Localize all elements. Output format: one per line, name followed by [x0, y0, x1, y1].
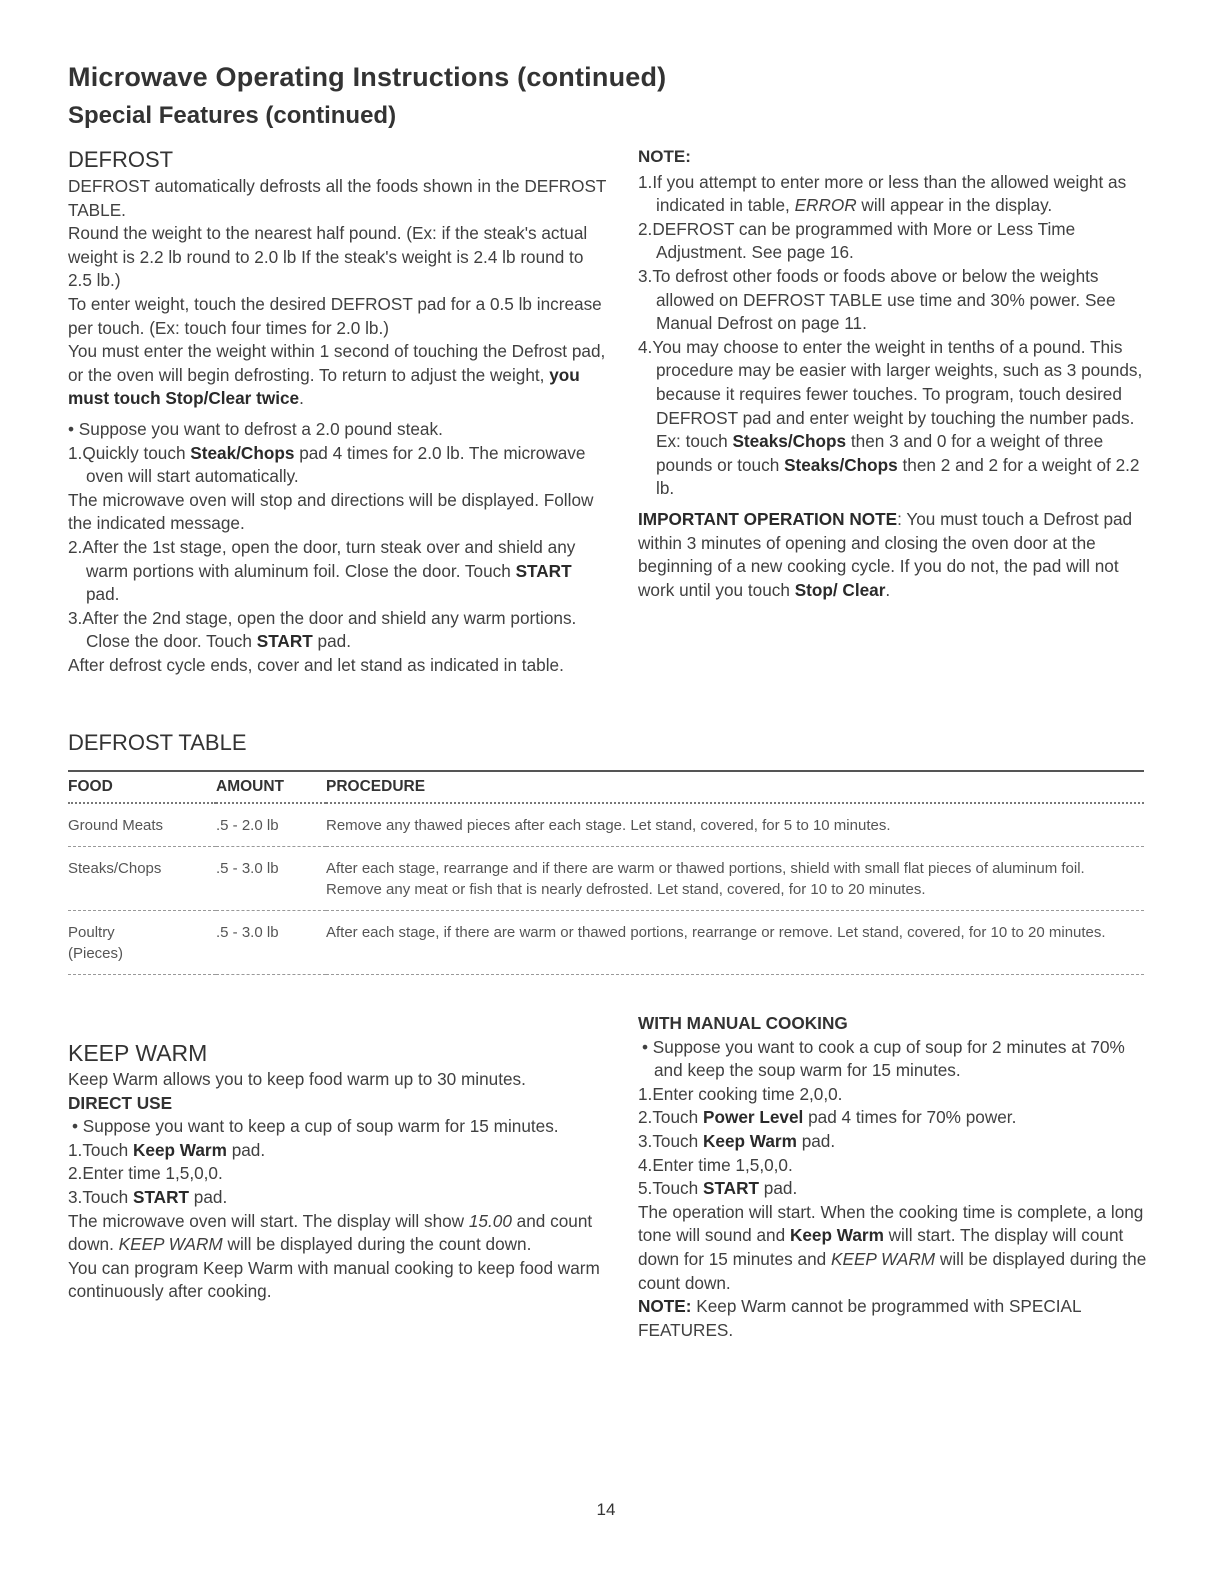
manual-step-3-c: pad.	[801, 1130, 836, 1151]
defrost-heading: DEFROST	[68, 147, 174, 172]
row-food-sub: (Pieces)	[68, 945, 124, 962]
row-amount: .5 - 3.0 lb	[216, 847, 326, 911]
keep-warm-step-1-b: Keep Warm	[132, 1139, 227, 1160]
manual-step-5-c: pad.	[763, 1178, 798, 1199]
defrost-table	[68, 770, 1144, 975]
note-section	[638, 145, 1148, 602]
row-food	[68, 911, 216, 975]
table-row	[68, 911, 1144, 975]
important-note-stop-clear: Stop/ Clear	[794, 579, 886, 600]
defrost-stand-time: After defrost cycle ends, cover and let stand as indicated in table.	[68, 654, 564, 675]
row-food: Steaks/Chops	[68, 847, 216, 911]
note-2: 2.DEFROST can be programmed with More or Less Time Adjustment. See page 16.	[638, 218, 1076, 263]
defrost-step-1-c: pad 4 times for 2.0 lb. The microwave oven will start automatically.	[86, 442, 586, 487]
important-note-text: : You must touch a Defrost pad within 3 minutes of opening and closing the oven door at the beginning of a new cooking cycle. If you do not, the pad will not work until you touch	[638, 508, 1133, 600]
keep-warm-display-e: will be displayed during the count down.	[227, 1234, 532, 1255]
manual-step-3	[638, 1130, 1148, 1154]
defrost-example-bullet: • Suppose you want to defrost a 2.0 pound steak.	[68, 418, 443, 439]
manual-op-b: Keep Warm	[789, 1225, 884, 1246]
note-4-b: Steaks/Chops	[732, 431, 847, 452]
keep-warm-step-3	[68, 1186, 613, 1210]
keep-warm-display-a: The microwave oven will start. The display will show	[68, 1210, 465, 1231]
keep-warm-display-d: KEEP WARM	[118, 1234, 223, 1255]
page-number: 14	[596, 1500, 616, 1519]
table-header-row	[68, 771, 1144, 803]
manual-op-d: KEEP WARM	[831, 1248, 936, 1269]
defrost-stop-clear-note: you must touch Stop/Clear twice	[68, 364, 580, 409]
keep-warm-manual-info: You can program Keep Warm with manual cooking to keep food warm continuously after cooking.	[68, 1257, 600, 1302]
manual-step-5-b: START	[702, 1178, 759, 1199]
defrost-step-3-c: pad.	[317, 631, 351, 652]
manual-step-2-a: 2.Touch	[638, 1107, 699, 1128]
keep-warm-example-bullet: • Suppose you want to keep a cup of soup warm for 15 minutes.	[72, 1116, 559, 1137]
note-4-a: 4.You may choose to enter the weight in tenths of a pound. This procedure may be easier with larger weights, such as 3 pounds, because it requires fewer touches. To program, touch desired DEFROST pad and enter weight by touching the number pads. Ex: touch	[638, 336, 1143, 452]
defrost-step-2-a: 2.After the 1st stage, open the door, turn steak over and shield any warm portions with aluminum foil. Close the door. Touch	[68, 536, 576, 581]
note-1	[638, 171, 1148, 218]
defrost-step-1	[68, 442, 608, 489]
page-subtitle: Special Features (continued)	[68, 102, 397, 129]
keep-warm-intro: Keep Warm allows you to keep food warm up to 30 minutes.	[68, 1069, 526, 1089]
manual-step-5	[638, 1177, 1148, 1201]
manual-op-c: will start. The display will count down for 15 minutes and	[638, 1225, 1124, 1269]
header-amount: AMOUNT	[216, 771, 326, 803]
keep-warm-step-3-b: START	[132, 1186, 189, 1207]
note-1-a: 1.If you attempt to enter more or less than the allowed weight as indicated in table,	[638, 171, 1127, 216]
defrost-step-3-a: 3.After the 2nd stage, open the door and shield any warm portions. Close the door. Touch	[68, 607, 577, 652]
manual-step-2-c: pad 4 times for 70% power.	[808, 1107, 1017, 1128]
defrost-step-3	[68, 607, 608, 654]
keep-warm-step-1	[68, 1139, 613, 1163]
note-heading: NOTE:	[638, 147, 691, 166]
header-food: FOOD	[68, 771, 216, 803]
important-note: IMPORTANT OPERATION NOTE: You must touch a Defrost pad within 3 minutes of opening and closing the oven door at the beginning of a new cooking cycle. If you do not, the pad will not work until you touch Stop/ Clear.	[638, 508, 1133, 600]
defrost-table-heading: DEFROST TABLE	[68, 730, 247, 755]
defrost-step-2-b: START	[515, 560, 572, 581]
direct-use-heading: DIRECT USE	[68, 1092, 173, 1113]
note-4-d: Steaks/Chops	[784, 454, 898, 475]
manual-step-1: 1.Enter cooking time 2,0,0.	[638, 1083, 843, 1104]
defrost-step-2	[68, 536, 608, 607]
row-procedure: After each stage, if there are warm or thawed portions, rearrange or remove. Let stand, covered, for 10 to 20 minutes.	[326, 911, 1144, 975]
keep-warm-step-3-c: pad.	[193, 1186, 228, 1207]
manual-cooking-section	[638, 1012, 1148, 1342]
note-1-error: ERROR	[794, 195, 857, 216]
header-procedure: PROCEDURE	[326, 771, 1144, 803]
defrost-stop-message: The microwave oven will stop and directions will be displayed. Follow the indicated message.	[68, 489, 594, 534]
manual-step-4: 4.Enter time 1,5,0,0.	[638, 1154, 793, 1175]
manual-note	[638, 1295, 1148, 1342]
note-4-e: then 2 and 2 for a weight of 2.2 lb.	[656, 454, 1140, 499]
row-food-name: Poultry	[68, 924, 115, 941]
defrost-section	[68, 145, 608, 677]
manual-step-2	[638, 1106, 1148, 1130]
defrost-step-1-a: 1.Quickly touch	[68, 442, 186, 463]
row-food: Ground Meats	[68, 803, 216, 847]
table-row	[68, 803, 1144, 847]
manual-example-bullet: • Suppose you want to cook a cup of soup for 2 minutes at 70% and keep the soup warm for 15 minutes.	[642, 1036, 1125, 1081]
defrost-intro: DEFROST automatically defrosts all the foods shown in the DEFROST TABLE.	[68, 176, 607, 220]
note-4	[638, 336, 1148, 501]
manual-step-3-a: 3.Touch	[638, 1130, 699, 1151]
manual-op-e: will be displayed during the count down.	[638, 1248, 1147, 1293]
defrost-enter-weight: To enter weight, touch the desired DEFROST pad for a 0.5 lb increase per touch. (Ex: touch four times for 2.0 lb.)	[68, 293, 602, 338]
keep-warm-step-2: 2.Enter time 1,5,0,0.	[68, 1163, 223, 1184]
manual-operation-info	[638, 1201, 1148, 1295]
keep-warm-step-1-c: pad.	[231, 1139, 266, 1160]
important-note-label: IMPORTANT OPERATION NOTE	[638, 508, 898, 529]
defrost-timing-text: You must enter the weight within 1 second of touching the Defrost pad, or the oven will begin defrosting. To return to adjust the weight,	[68, 341, 606, 385]
keep-warm-heading: KEEP WARM	[68, 1040, 208, 1066]
manual-step-5-a: 5.Touch	[638, 1178, 699, 1199]
row-amount: .5 - 3.0 lb	[216, 911, 326, 975]
keep-warm-step-3-a: 3.Touch	[68, 1186, 129, 1207]
defrost-step-1-b: Steak/Chops	[190, 442, 295, 463]
manual-note-text: Keep Warm cannot be programmed with SPECIAL FEATURES.	[638, 1296, 1081, 1340]
manual-step-3-b: Keep Warm	[702, 1130, 797, 1151]
keep-warm-section	[68, 1038, 613, 1304]
defrost-rounding: Round the weight to the nearest half pound. (Ex: if the steak's actual weight is 2.2 lb round to 2.0 lb If the steak's weight is 2.4 lb round to 2.5 lb.)	[68, 223, 588, 291]
table-row	[68, 847, 1144, 911]
defrost-timing: You must enter the weight within 1 second of touching the Defrost pad, or the oven will begin defrosting. To return to adjust the weight, you must touch Stop/Clear twice.	[68, 341, 606, 409]
defrost-step-2-c: pad.	[86, 584, 120, 605]
row-procedure: After each stage, rearrange and if there are warm or thawed portions, shield with small flat pieces of aluminum foil. Remove any meat or fish that is nearly defrosted. Let stand, covered, for 10 to 20 minutes.	[326, 847, 1144, 911]
defrost-step-3-b: START	[256, 631, 313, 652]
keep-warm-display-info	[68, 1210, 613, 1257]
manual-cooking-heading: WITH MANUAL COOKING	[638, 1013, 848, 1033]
manual-note-label: NOTE:	[638, 1296, 692, 1317]
note-1-c: will appear in the display.	[861, 195, 1053, 216]
row-procedure: Remove any thawed pieces after each stage. Let stand, covered, for 5 to 10 minutes.	[326, 803, 1144, 847]
keep-warm-display-b: 15.00	[468, 1210, 512, 1231]
manual-step-2-b: Power Level	[702, 1107, 804, 1128]
page-title: Microwave Operating Instructions (continued)	[68, 62, 667, 92]
keep-warm-step-1-a: 1.Touch	[68, 1139, 129, 1160]
note-4-c: then 3 and 0 for a weight of three pounds or touch	[656, 431, 1104, 475]
note-3: 3.To defrost other foods or foods above or below the weights allowed on DEFROST TABLE use time and 30% power. See Manual Defrost on page 11.	[638, 265, 1116, 334]
keep-warm-display-c: and count down.	[68, 1210, 593, 1255]
row-amount: .5 - 2.0 lb	[216, 803, 326, 847]
manual-op-a: The operation will start. When the cooking time is complete, a long tone will sound and	[638, 1201, 1144, 1246]
